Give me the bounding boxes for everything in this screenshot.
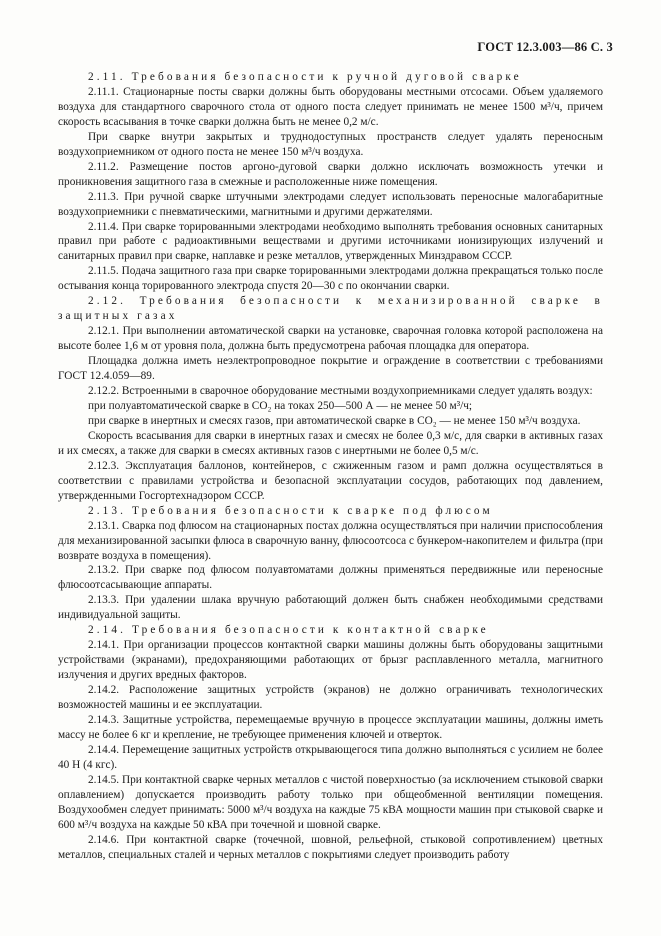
paragraph: 2.14.3. Защитные устройства, перемещаемые вручную в процессе эксплуатации машины, должны иметь массу не более 6 кг и крепление, не требующее применения ключей и отверток. [58, 713, 603, 741]
paragraph: 2.14.1. При организации процессов контактной сварки машины должны быть оборудованы защитными устройствами (экранами), предохраняющими работающих от брызг расплавленного металла, магнитного излучения и других вредных факторов. [58, 639, 603, 682]
section-heading: 2.13. Требования безопасности к сварке под флюсом [88, 504, 493, 517]
paragraph: При сварке внутри закрытых и труднодоступных пространств следует удалять переносным воздухоприемником от одного поста не менее 150 м³/ч воздуха. [58, 130, 603, 158]
paragraph: 2.14.4. Перемещение защитных устройств открывающегося типа должно выполняться с усилием не более 40 Н (4 кгс). [58, 743, 603, 771]
section-heading: 2.11. Требования безопасности к ручной дуговой сварке [88, 71, 522, 83]
paragraph: 2.14.5. При контактной сварке черных металлов с чистой поверхностью (за исключением стыковой сварки оплавлением) допускается производить работу только при общеобменной вентиляции помещения. Воздухообмен следует принимать: 5000 м³/ч воздуха на каждые 75 кВА мощности машин при стыковой сварке и 600 м³/ч воздуха на каждые 50 кВА при точечной и шовной сварке. [58, 773, 603, 831]
paragraph: 2.12.3. Эксплуатация баллонов, контейнеров, с сжиженным газом и рамп должна осуществляться в соответствии с правилами устройства и безопасной эксплуатации сосудов, работающих под давлением, утвержденными Госгортехнадзором СССР. [58, 459, 603, 502]
paragraph: 2.12.2. Встроенными в сварочное оборудование местными воздухоприемниками следует удалять воздух: [88, 385, 593, 398]
paragraph: Скорость всасывания для сварки в инертных газах и смесях не более 0,3 м/с, для сварки в активных газах и их смесях, а также для сварки в смесях активных газов с инертными не более 0,5 м/с. [58, 429, 603, 457]
paragraph: Площадка должна иметь неэлектропроводное покрытие и ограждение в соответствии с требованиями ГОСТ 12.4.059—89. [58, 355, 603, 383]
paragraph: при полуавтоматической сварке в CO₂ на токах 250—500 А — не менее 50 м³/ч; [88, 399, 473, 412]
paragraph: 2.13.3. При удалении шлака вручную работающий должен быть снабжен необходимыми средствами индивидуальной защиты. [58, 594, 603, 622]
section-heading: 2.12. Требования безопасности к механизированной сварке в защитных газах [58, 295, 603, 323]
paragraph: 2.11.1. Стационарные посты сварки должны быть оборудованы местными отсосами. Объем удаляемого воздуха для стандартного сварочного стола от одного поста следует принимать не менее 1500 м³/ч, причем скорость всасывания в точке сварки должна быть не менее 0,2 м/с. [58, 85, 603, 128]
paragraph: 2.11.2. Размещение постов аргоно-дуговой сварки должно исключать возможность утечки и проникновения защитного газа в смежные и расположенные ниже помещения. [58, 160, 603, 188]
paragraph: 2.13.1. Сварка под флюсом на стационарных постах должна осуществляться при наличии приспособления для механизированной засыпки флюса в сварочную ванну, флюсоотсоса с бункером-накопителем и фильтра (при возврате воздуха в помещения). [58, 519, 603, 562]
document-body [58, 70, 603, 863]
paragraph: 2.14.2. Расположение защитных устройств (экранов) не должно ограничивать технологических возможностей машины и ее эксплуатации. [58, 684, 603, 712]
section-heading: 2.14. Требования безопасности к контактной сварке [88, 624, 489, 637]
paragraph: 2.12.1. При выполнении автоматической сварки на установке, сварочная головка которой расположена на высоте более 1,6 м от уровня пола, должна быть предусмотрена рабочая площадка для оператора. [58, 325, 603, 353]
paragraph: 2.14.6. При контактной сварке (точечной, шовной, рельефной, стыковой сопротивлением) цветных металлов, специальных сталей и черных металлов с покрытиями следует производить работу [58, 833, 603, 861]
paragraph: при сварке в инертных и смесях газов, при автоматической сварке в CO₂ — не менее 150 м³/ч воздуха. [88, 414, 581, 427]
paragraph: 2.11.3. При ручной сварке штучными электродами следует использовать переносные малогабаритные воздухоприемники с пневматическими, магнитными и другими держателями. [58, 190, 603, 218]
paragraph: 2.11.4. При сварке торированными электродами необходимо выполнять требования основных санитарных правил при работе с радиоактивными веществами и другими источниками ионизирующих излучений и санитарных правил при сварке, наплавке и резке металлов, утвержденных Минздравом СССР. [58, 220, 603, 263]
paragraph: 2.11.5. Подача защитного газа при сварке торированными электродами должна прекращаться только после остывания конца торированного электрода спустя 20—30 с по окончании сварки. [58, 265, 603, 293]
page-header: ГОСТ 12.3.003—86 С. 3 [477, 40, 613, 54]
paragraph: 2.13.2. При сварке под флюсом полуавтоматами должны применяться передвижные или переносные флюсоотсасывающие аппараты. [58, 564, 603, 592]
